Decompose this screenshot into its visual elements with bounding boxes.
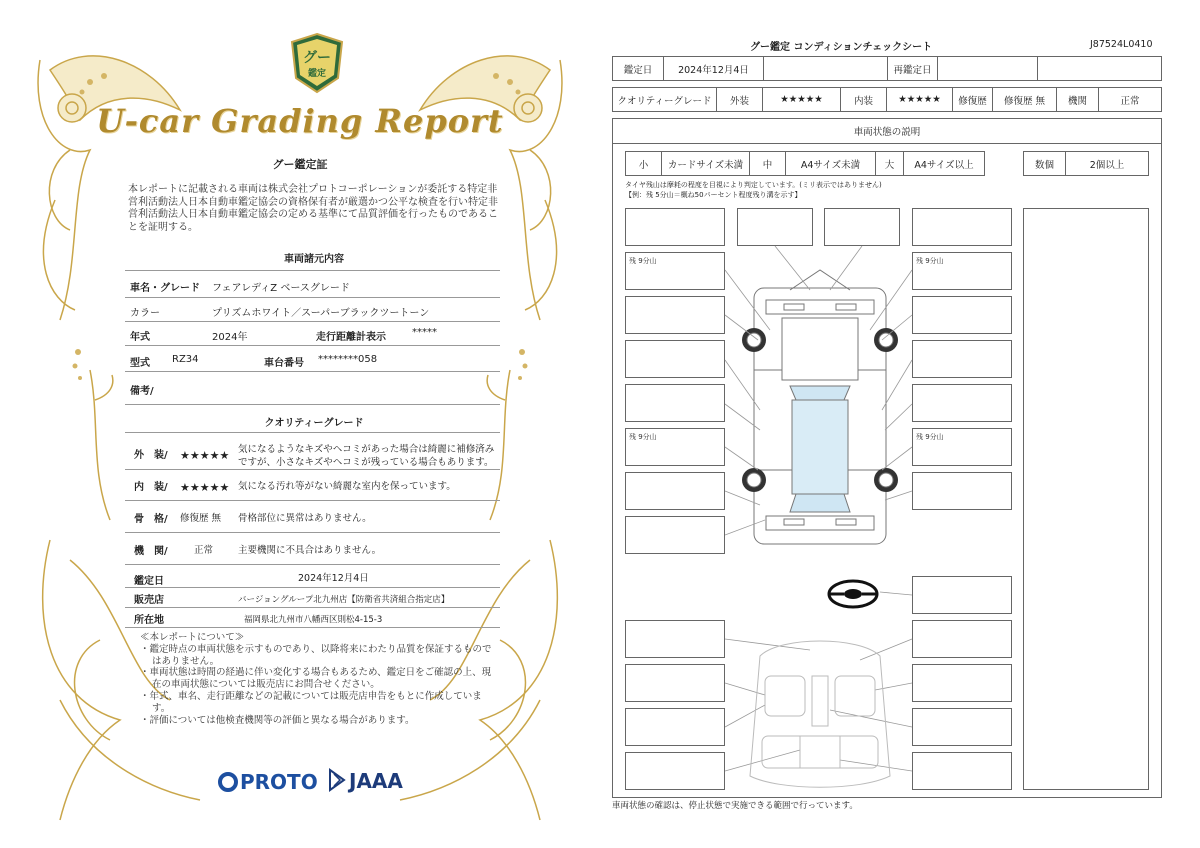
damage-box xyxy=(625,708,725,746)
divider xyxy=(125,469,500,470)
spec-color-label: カラー xyxy=(130,308,160,319)
tire-front-left: 残 9分山 xyxy=(629,257,657,265)
count-legend xyxy=(1023,151,1149,176)
divider xyxy=(125,270,500,271)
grade-ext-label: 外装 xyxy=(717,88,763,111)
damage-box xyxy=(625,340,725,378)
quality-section-title: クオリティーグレード xyxy=(264,418,364,429)
divider xyxy=(125,432,500,433)
note-item: ・鑑定時点の車両状態を示すものであり、以降将来にわたり品質を保証するものではありません。 xyxy=(140,643,492,667)
damage-box xyxy=(625,208,725,246)
comment-column xyxy=(1023,208,1149,790)
sheet-id: J87524L0410 xyxy=(1090,39,1153,50)
spec-year-value: 2024年 xyxy=(212,332,248,343)
tire-front-right: 残 9分山 xyxy=(916,257,944,265)
damage-box xyxy=(625,472,725,510)
legend-small: 小 xyxy=(626,152,662,175)
divider xyxy=(125,587,500,588)
damage-box xyxy=(912,252,1012,290)
dealer-value: バージョングループ北九州店【防衛省共済組合指定店】 xyxy=(238,595,450,605)
grade-eng-label: 機関 xyxy=(1057,88,1099,111)
car-top-view-diagram-icon xyxy=(720,250,920,550)
certificate-intro: 本レポートに記載される車両は株式会社プロトコーポレーションが委託する特定非営利活動法人日本自動車鑑定協会の資格保有者が厳選かつ公平な検査を行い特定非営利活動法人日本自動車鑑定協会の定める基準にて品質評価を行ったものであることを証明する。 xyxy=(128,184,498,233)
divider xyxy=(125,321,500,322)
damage-box xyxy=(625,664,725,702)
spec-model-value: RZ34 xyxy=(172,354,199,365)
legend-small-desc: カードサイズ未満 xyxy=(662,152,750,175)
condition-check-sheet xyxy=(600,0,1200,848)
damage-box xyxy=(824,208,900,246)
notes-title: ≪本レポートについて≫ xyxy=(140,632,245,643)
desc-title: 車両状態の説明 xyxy=(612,118,1162,144)
divider xyxy=(125,345,500,346)
redate-label: 再鑑定日 xyxy=(888,57,938,80)
divider xyxy=(125,627,500,628)
interior-desc: 気になる汚れ等がない綺麗な室内を保っています。 xyxy=(238,481,456,492)
legend-mid-desc: A4サイズ未満 xyxy=(786,152,876,175)
damage-box xyxy=(737,208,813,246)
spec-name-value: フェアレディZ ベースグレード xyxy=(212,283,350,294)
grade-int-stars: ★★★★★ xyxy=(887,88,953,111)
size-legend xyxy=(625,151,985,176)
divider xyxy=(125,297,500,298)
dealer-label: 販売店 xyxy=(134,595,164,606)
grade-ext-stars: ★★★★★ xyxy=(763,88,841,111)
report-notes xyxy=(140,632,500,726)
spec-color-value: プリズムホワイト／スーパーブラックツートーン xyxy=(212,308,430,319)
spec-model-label: 型式 xyxy=(130,358,150,369)
engine-desc: 主要機関に不具合はありません。 xyxy=(238,545,382,556)
engine-value: 正常 xyxy=(194,545,214,556)
damage-box xyxy=(625,296,725,334)
date-value: 2024年12月4日 xyxy=(664,57,764,80)
svg-text:グー: グー xyxy=(303,50,331,66)
grade-eng-value: 正常 xyxy=(1120,95,1140,107)
appraisal-date-label: 鑑定日 xyxy=(134,576,164,587)
damage-box xyxy=(912,664,1012,702)
frame-value: 修復歴 無 xyxy=(180,513,222,524)
report-script-title: U-car Grading Report xyxy=(96,102,504,140)
steering-wheel-icon xyxy=(826,578,880,610)
tire-note-1: タイヤ残山は摩耗の程度を目視により判定しています。(ミリ表示ではありません) xyxy=(625,181,882,189)
proto-logo-text: PROTO xyxy=(240,770,318,794)
interior-stars: ★★★★★ xyxy=(180,481,230,494)
jaaa-logo-mark-icon xyxy=(328,768,346,792)
sheet-title: グー鑑定 コンディションチェックシート xyxy=(750,42,933,53)
jaaa-logo-text: JAAA xyxy=(349,769,403,793)
legend-large-desc: A4サイズ以上 xyxy=(914,159,974,171)
address-value: 福岡県北九州市八幡西区則松4-15-3 xyxy=(244,615,383,625)
spec-year-label: 年式 xyxy=(130,332,150,343)
tire-rear-left: 残 9分山 xyxy=(629,433,657,441)
tire-rear-right: 残 9分山 xyxy=(916,433,944,441)
divider xyxy=(125,500,500,501)
damage-box xyxy=(625,428,725,466)
sheet-footer: 車両状態の確認は、停止状態で実施できる範囲で行っています。 xyxy=(612,801,858,811)
interior-label: 内 装/ xyxy=(134,482,168,493)
grade-label: クオリティーグレード xyxy=(613,88,717,111)
divider xyxy=(125,532,500,533)
damage-box xyxy=(912,296,1012,334)
proto-logo-mark-icon xyxy=(218,772,238,792)
legend-count: 数個 xyxy=(1024,152,1066,175)
damage-box xyxy=(912,340,1012,378)
exterior-stars: ★★★★★ xyxy=(180,449,230,462)
spec-chassis-value: ********058 xyxy=(318,354,378,365)
address-label: 所在地 xyxy=(134,615,164,626)
svg-text:鑑定: 鑑定 xyxy=(307,69,327,79)
redate-value xyxy=(938,57,1038,80)
divider xyxy=(125,404,500,405)
car-interior-diagram-icon xyxy=(740,636,900,796)
engine-label: 機 関/ xyxy=(134,546,168,557)
proto-logo xyxy=(218,770,318,794)
damage-box xyxy=(912,384,1012,422)
tire-note-2: 【例：残 5分山＝概ね50パーセント程度残り溝を示す】 xyxy=(625,191,802,199)
spec-section-title: 車両諸元内容 xyxy=(284,254,344,265)
date-label: 鑑定日 xyxy=(613,57,664,80)
legend-large: 大 xyxy=(876,152,904,175)
damage-box xyxy=(625,752,725,790)
spec-name-label: 車名・グレード xyxy=(130,283,200,294)
legend-mid: 中 xyxy=(750,152,786,175)
grade-hist-value: 修復歴 無 xyxy=(993,88,1057,111)
divider xyxy=(125,564,500,565)
note-item: ・評価については他検査機関等の評価と異なる場合があります。 xyxy=(140,714,415,726)
date-blank xyxy=(764,57,888,80)
damage-box xyxy=(912,208,1012,246)
damage-box xyxy=(912,428,1012,466)
jaaa-logo xyxy=(328,768,403,793)
note-item: ・年式、車名、走行距離などの記載については販売店申告をもとに作成しています。 xyxy=(140,690,482,714)
exterior-desc-line2: ですが、小さなキズやヘコミが残っている場合もあります。 xyxy=(238,457,494,468)
damage-box xyxy=(625,252,725,290)
goo-appraisal-badge-icon xyxy=(288,32,346,94)
damage-box xyxy=(625,384,725,422)
appraisal-date-value: 2024年12月4日 xyxy=(298,573,369,584)
spec-mileage-value: ***** xyxy=(412,327,437,338)
damage-box xyxy=(912,472,1012,510)
grade-hist-label: 修復歴 xyxy=(953,88,993,111)
redate-blank xyxy=(1038,57,1161,80)
grade-int-label: 内装 xyxy=(841,88,887,111)
damage-box xyxy=(912,576,1012,614)
divider xyxy=(125,607,500,608)
damage-box xyxy=(912,752,1012,790)
damage-box xyxy=(625,620,725,658)
spec-mileage-label: 走行距離計表示 xyxy=(316,332,386,343)
frame-label: 骨 格/ xyxy=(134,514,168,525)
spec-note-label: 備考/ xyxy=(130,386,154,397)
divider xyxy=(125,371,500,372)
exterior-desc-line1: 気になるようなキズやヘコミがあった場合は綺麗に補修済み xyxy=(238,444,495,455)
grade-row xyxy=(612,87,1162,112)
spec-chassis-label: 車台番号 xyxy=(264,358,304,369)
exterior-label: 外 装/ xyxy=(134,450,168,461)
frame-desc: 骨格部位に異常はありません。 xyxy=(238,513,372,524)
note-item: ・車両状態は時間の経過に伴い変化する場合もあるため、鑑定日をご確認の上、現在の車両状態については販売店にお問合せください。 xyxy=(140,667,492,691)
damage-box xyxy=(625,516,725,554)
legend-count-desc: 2個以上 xyxy=(1089,159,1125,171)
certificate-subtitle: グー鑑定証 xyxy=(272,158,328,171)
damage-box xyxy=(912,620,1012,658)
date-row xyxy=(612,56,1162,81)
damage-box xyxy=(912,708,1012,746)
